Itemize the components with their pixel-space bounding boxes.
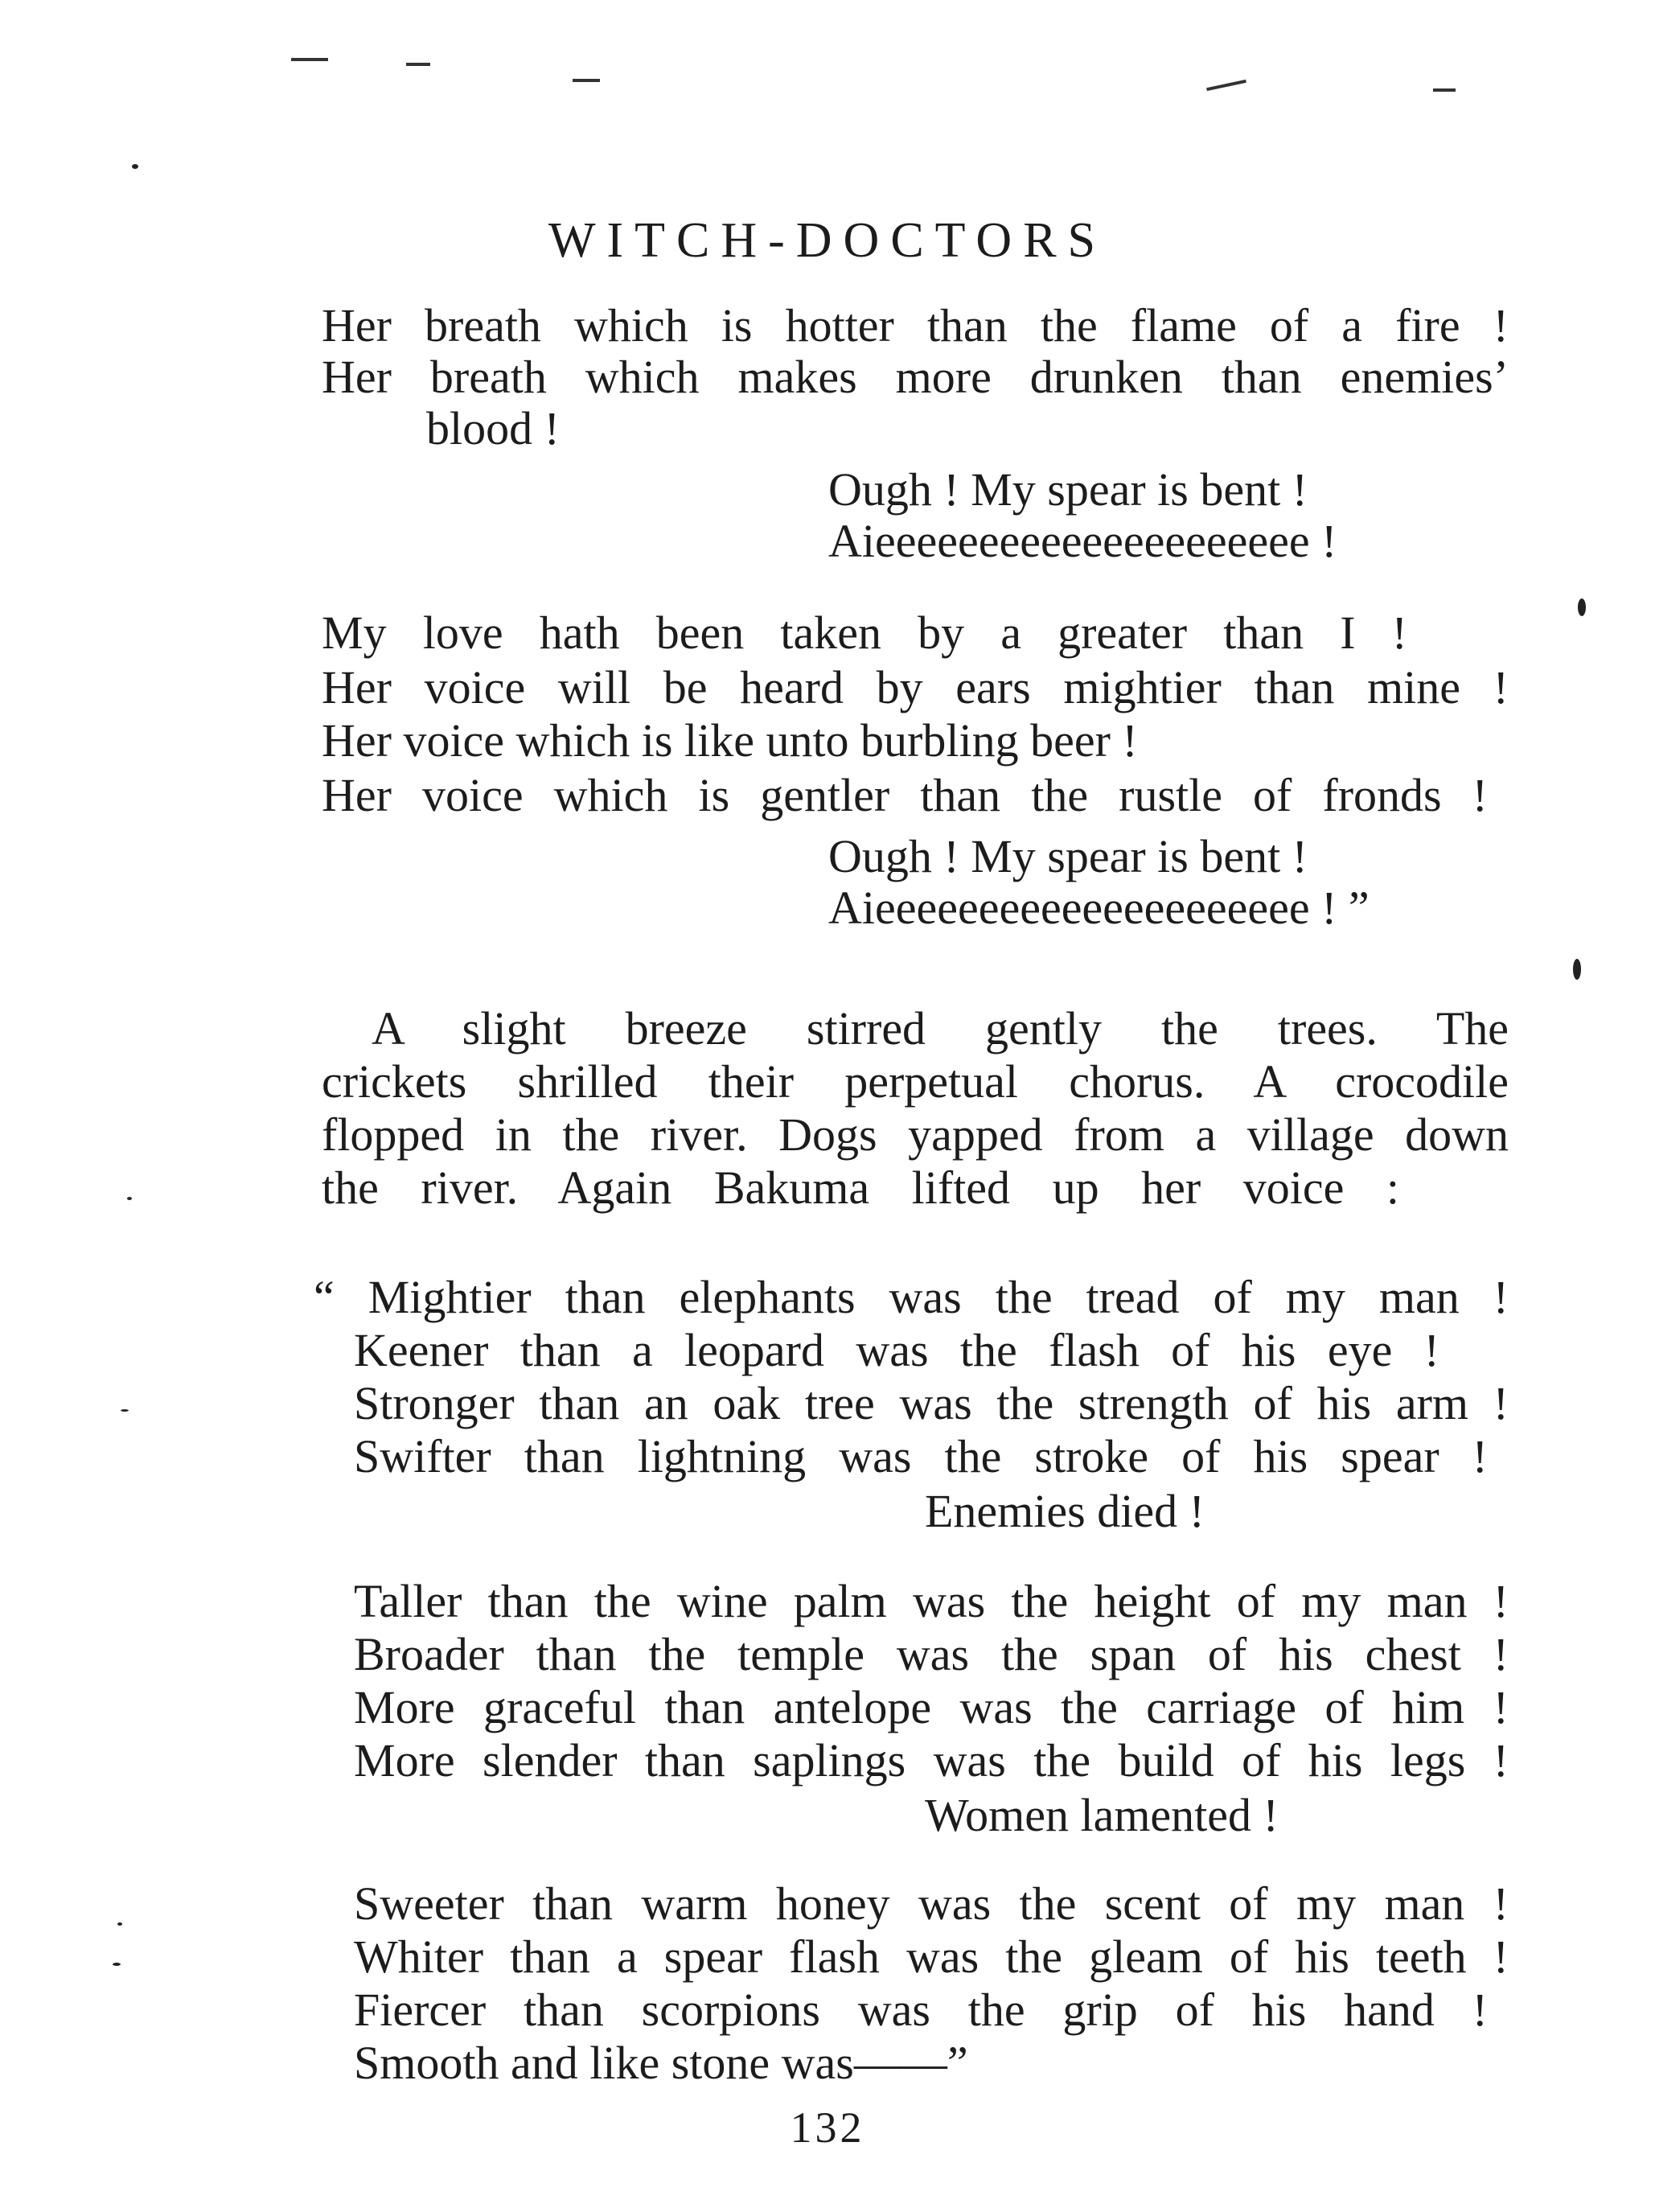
verse-line: Her breath which is hotter than the flame of a fire ! (322, 299, 1509, 352)
song-line: Broader than the temple was the span of his chest ! (354, 1628, 1509, 1680)
song-line: Stronger than an oak tree was the strength of his arm ! (354, 1377, 1509, 1429)
scan-mark (291, 58, 328, 61)
running-header: WITCH-DOCTORS (548, 213, 1107, 268)
song-line: Whiter than a spear flash was the gleam of his teeth ! (354, 1930, 1509, 1983)
verse-line: My love hath been taken by a greater than I ! (322, 606, 1407, 659)
song-tail-line: Enemies died ! (925, 1485, 1205, 1537)
scan-speck (113, 1963, 121, 1966)
verse-line: Her voice which is gentler than the rustle of fronds ! (322, 769, 1488, 821)
refrain-line: Ough ! My spear is bent ! (828, 463, 1308, 516)
scan-speck (132, 164, 138, 169)
prose-line: the river. Again Bakuma lifted up her voice : (322, 1162, 1399, 1214)
prose-line: A slight breeze stirred gently the trees. The (372, 1002, 1509, 1055)
verse-line: Her voice which is like unto burbling beer ! (322, 714, 1138, 767)
refrain-line: Aieeeeeeeeeeeeeeeeeeeee ! ” (828, 882, 1370, 934)
song-tail-line: Women lamented ! (925, 1789, 1279, 1841)
song-line: Sweeter than warm honey was the scent of my man ! (354, 1877, 1509, 1930)
scan-speck (127, 1197, 132, 1200)
scan-mark (1206, 80, 1246, 91)
scan-speck (121, 1409, 129, 1412)
prose-line: crickets shrilled their perpetual chorus. A crocodile (322, 1055, 1509, 1108)
song-line: “ Mightier than elephants was the tread of my man ! (314, 1271, 1509, 1323)
verse-line: Her breath which makes more drunken than enemies’ (322, 351, 1509, 403)
song-line: Smooth and like stone was——” (354, 2037, 968, 2089)
page-number: 132 (790, 2103, 865, 2152)
song-line: Fiercer than scorpions was the grip of his hand ! (354, 1984, 1488, 2036)
song-line: More slender than saplings was the build of his legs ! (354, 1734, 1509, 1786)
scan-mark (573, 79, 600, 82)
song-line: Taller than the wine palm was the height of my man ! (354, 1575, 1509, 1627)
prose-line: flopped in the river. Dogs yapped from a village down (322, 1108, 1509, 1161)
scan-speck (117, 1922, 122, 1926)
scan-speck (1573, 959, 1581, 980)
scan-mark (406, 63, 430, 66)
scan-mark (1433, 88, 1456, 92)
song-line: Swifter than lightning was the stroke of his spear ! (354, 1430, 1488, 1482)
scan-speck (1578, 598, 1586, 616)
refrain-line: Aieeeeeeeeeeeeeeeeeeeee ! (828, 515, 1337, 567)
refrain-line: Ough ! My spear is bent ! (828, 830, 1308, 882)
song-line: More graceful than antelope was the carriage of him ! (354, 1681, 1509, 1733)
verse-line-continuation: blood ! (426, 402, 560, 454)
verse-line: Her voice will be heard by ears mightier than mine ! (322, 661, 1509, 713)
song-line: Keener than a leopard was the flash of his eye ! (354, 1324, 1439, 1376)
